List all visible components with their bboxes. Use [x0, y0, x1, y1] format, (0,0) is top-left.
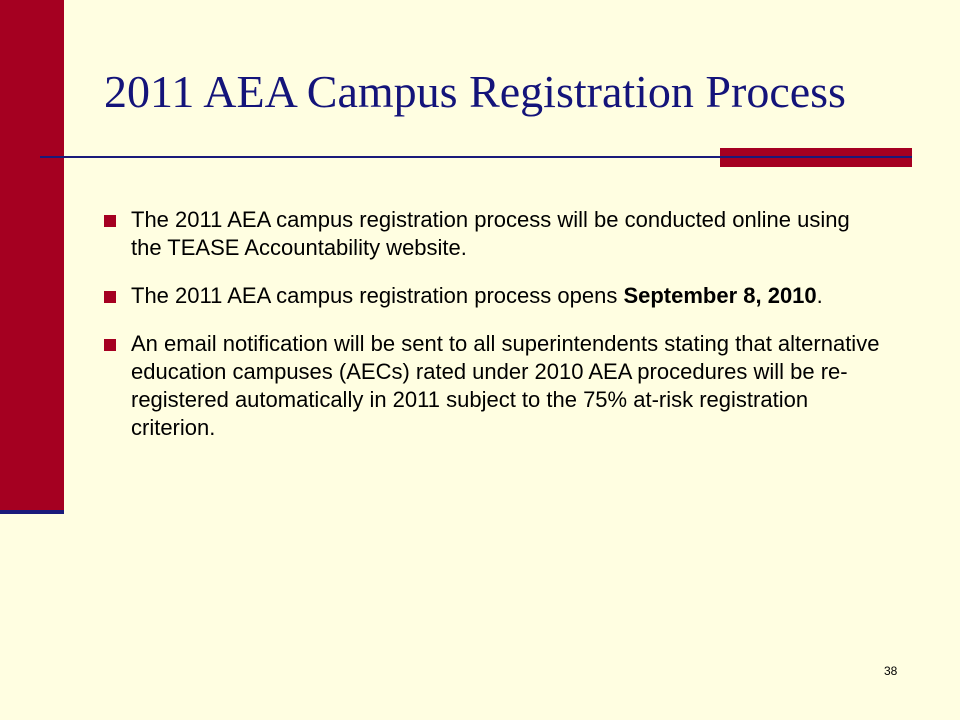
bullet-text-lead: The 2011 AEA campus registration process opens — [131, 283, 624, 308]
title-underline-accent — [720, 148, 912, 167]
square-bullet-icon — [104, 339, 116, 351]
bullet-text — [131, 283, 823, 308]
bullet-item-email-notification — [104, 330, 884, 442]
bullet-item-online-website — [104, 206, 884, 262]
bullet-item-opening-date — [104, 282, 884, 310]
bullet-text-trail: . — [816, 283, 823, 308]
opening-date-emphasis: September 8, 2010 — [623, 283, 817, 308]
bullet-text: An email notification will be sent to all superintendents stating that alternative education campuses (AECs) rated under 2010 AEA procedures will be re-registered automatically in 2011 subject to the 75% at-risk registration criterion. — [131, 331, 880, 440]
slide-title: 2011 AEA Campus Registration Process — [104, 66, 846, 117]
slide-page-number: 38 — [884, 664, 898, 678]
bullet-text: The 2011 AEA campus registration process will be conducted online using the TEASE Accountability website. — [131, 207, 850, 260]
left-accent-bar-underline — [0, 510, 64, 514]
bullet-list — [104, 206, 884, 462]
square-bullet-icon — [104, 215, 116, 227]
square-bullet-icon — [104, 291, 116, 303]
